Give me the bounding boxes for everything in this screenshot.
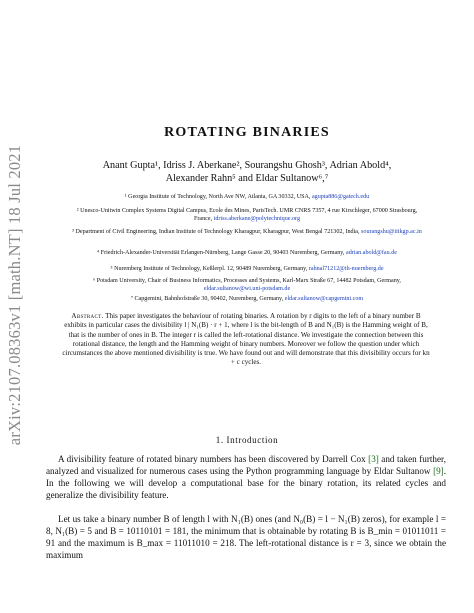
citation-link[interactable]: [3]	[368, 454, 379, 464]
arxiv-stamp	[4, 144, 26, 446]
citation-link[interactable]: [9]	[433, 465, 444, 476]
paragraph-2: Let us take a binary number B of length l with N₁(B) ones (and N₀(B) = l − N₁(B) zeros), for example l = 8, N₁(B) = 5 and B = 10110101 = 181, the minimum that is obtainable by rotating B is B_min = 01011011 = 91 and the maximum is B_max = 11011010 = 218. The left-rotational distance is r = 3, since we obtain the maximum	[46, 514, 446, 560]
email-link[interactable]: idriss.aberkane@polytechnique.org	[213, 215, 301, 222]
affiliation-7: ⁷ Capgemini, Bahnhofstraße 30, 90402, Nuremberg, Germany, eldar.sultanow@capgemini.com	[130, 296, 364, 302]
email-link[interactable]: agupta886@gatech.edu	[311, 194, 370, 200]
paragraph-1: A divisibility feature of rotated binary numbers has been discovered by Darrell Cox [3] and taken further, analyzed and visualized for numerous cases using the Python programming language by Eldar Sultanow [9]. In the following we will develop a computational base for the binary rotation, its related cycles and generalize the divisibility feature.	[46, 454, 446, 500]
abstract	[62, 312, 430, 368]
email-link[interactable]: eldar.sultanow@wi.uni-potsdam.de	[203, 285, 291, 292]
abstract-label: Abstract.	[71, 312, 104, 320]
paper-title: ROTATING BINARIES	[164, 125, 330, 140]
email-link[interactable]: eldar.sultanow@capgemini.com	[284, 296, 364, 302]
affiliation-4: ⁴ Friedrich-Alexander-Universität Erlangen-Nürnberg, Lange Gasse 20, 90403 Nuremberg, Germany, adrian.abold@fau.de	[97, 250, 397, 256]
email-link[interactable]: rahnal71212@th-nuernberg.de	[308, 266, 384, 272]
arxiv-identifier: arXiv:2107.08363v1 [math.NT] 18 Jul 2021	[5, 144, 25, 446]
email-link[interactable]: sourangshu@iitkgp.ac.in	[361, 229, 422, 235]
affiliation-2: ² Unesco-Unitwin Complex Systems Digital Campus, Ecole des Mines, ParisTech. UMR CNRS 7357, 4 rue Kirschleger, 67000 Strasbourg, France, idriss.aberkane@polytechnique.org	[76, 208, 418, 222]
author-line-1: Anant Gupta¹, Idriss J. Aberkane², Sourangshu Ghosh³, Adrian Abold⁴,	[102, 160, 392, 171]
section-heading: 1. Introduction	[215, 435, 279, 445]
affiliation-3: ³ Department of Civil Engineering, Indian Institute of Technology Kharagpur, Kharagpur, West Bengal 721302, India, sourangshu@iitkgp.ac.in	[72, 229, 422, 235]
affiliation-1: ¹ Georgia Institute of Technology, North Ave NW, Atlanta, GA 30332, USA, agupta886@gatech.edu	[124, 194, 370, 200]
affiliation-5: ⁵ Nuremberg Institute of Technology, Keßlerpl. 12, 90489 Nuremberg, Germany, rahnal71212@th-nuernberg.de	[110, 266, 384, 272]
author-list	[64, 160, 430, 185]
affiliation-6: ⁶ Potsdam University, Chair of Business Informatics, Processes and Systems, Karl-Marx Straße 67, 14482 Potsdam, Germany, eldar.sultanow@wi.uni-potsdam.de	[93, 278, 401, 292]
email-link[interactable]: adrian.abold@fau.de	[345, 250, 397, 256]
abstract-text: This paper investigates the behaviour of rotating binaries. A rotation by r digits to the left of a binary number B exhibits in particular cases the divisibility l | N₁(B) · r + 1, where l is the bit-length of B and N₁(B) is the Hamming weight of B, that is the number of ones in B. The integer r is called the left-rotational distance. We investigate the connection between this rotational distance, the length and the Hamming weight of binary numbers. Moreover we follow the question under which circumstances the above mentioned divisibility is true. We have found out and will demonstrate that this divisibility occurs for kn + c cycles.	[62, 312, 430, 367]
author-line-2: Alexander Rahn⁵ and Eldar Sultanow⁶,⁷	[165, 172, 329, 184]
